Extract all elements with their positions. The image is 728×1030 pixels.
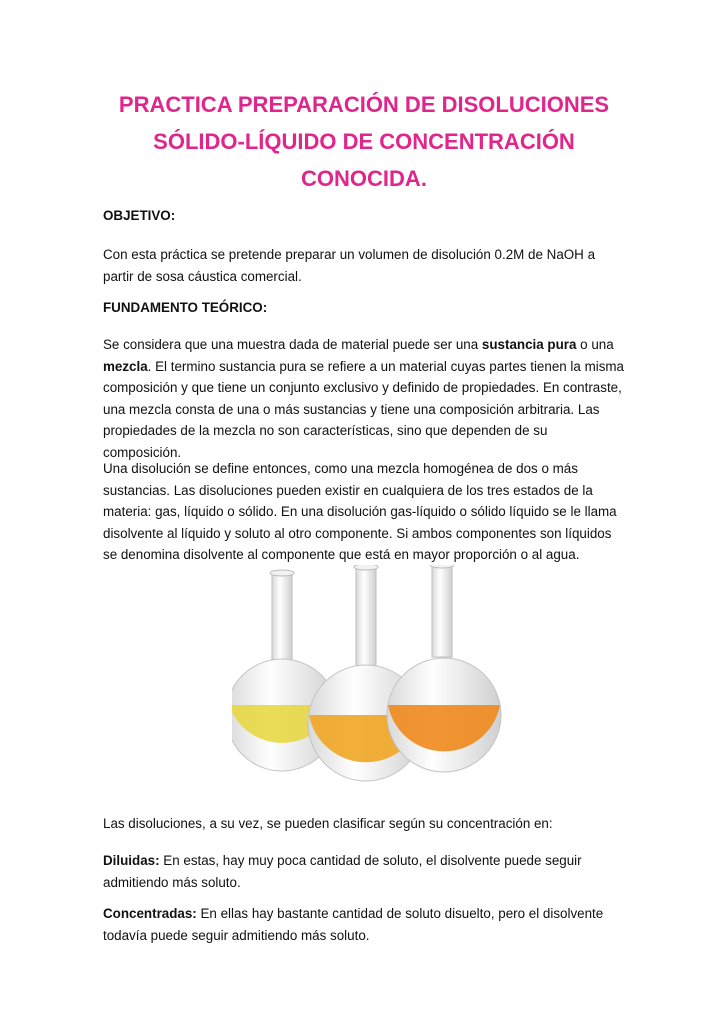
flasks-image [232,565,502,795]
diluidas-text: En estas, hay muy poca cantidad de soluto, el disolvente puede seguir admitiendo más soluto. [103,853,582,890]
fundamento-paragraph-2: Una disolución se define entonces, como una mezcla homogénea de dos o más sustancias. Las disoluciones pueden existir en cualquiera de los tres estados de la materia: gas, líquido o sólido. En una disolución gas-líquido o sólido líquido se le llama disolvente al líquido y soluto al otro componente. Si ambos componentes son líquidos se denomina disolvente al componente que está en mayor proporción o al agua. [103,461,617,562]
diluidas-paragraph [103,850,628,893]
flask-right [387,565,501,772]
document-title [90,86,638,197]
p1-text-c: o una [576,337,614,352]
concentradas-paragraph [103,903,628,946]
fundamento-heading: FUNDAMENTO TEÓRICO: [103,300,268,315]
concentradas-label: Concentradas: [103,906,197,921]
diluidas-label: Diluidas: [103,853,160,868]
clasificacion-intro: Las disoluciones, a su vez, se pueden clasificar según su concentración en: [103,816,553,831]
objetivo-heading: OBJETIVO: [103,208,176,223]
p1-text-e: . El termino sustancia pura se refiere a un material cuyas partes tienen la misma composición y que tiene un conjunto exclusivo y definido de propiedades. En contraste, una mezcla consta de una o más sustancias y tiene una composición arbitraria. Las propiedades de la mezcla no son características, sino que dependen de su composición. [103,358,625,460]
p1-text-a: Se considera que una muestra dada de material puede ser una [103,337,482,352]
objetivo-text: Con esta práctica se pretende preparar un volumen de disolución 0.2M de NaOH a partir de sosa cáustica comercial. [103,247,596,284]
fundamento-paragraph-1 [103,334,628,463]
title-line-2: SÓLIDO-LÍQUIDO DE CONCENTRACIÓN [153,129,575,154]
term-mezcla: mezcla [103,358,148,374]
concentradas-text: En ellas hay bastante cantidad de soluto disuelto, pero el disolvente todavía puede seguir admitiendo más soluto. [103,906,604,943]
term-sustancia-pura: sustancia pura [481,337,577,352]
title-line-1: PRACTICA PREPARACIÓN DE DISOLUCIONES [118,92,610,117]
title-line-3: CONOCIDA. [301,166,427,191]
